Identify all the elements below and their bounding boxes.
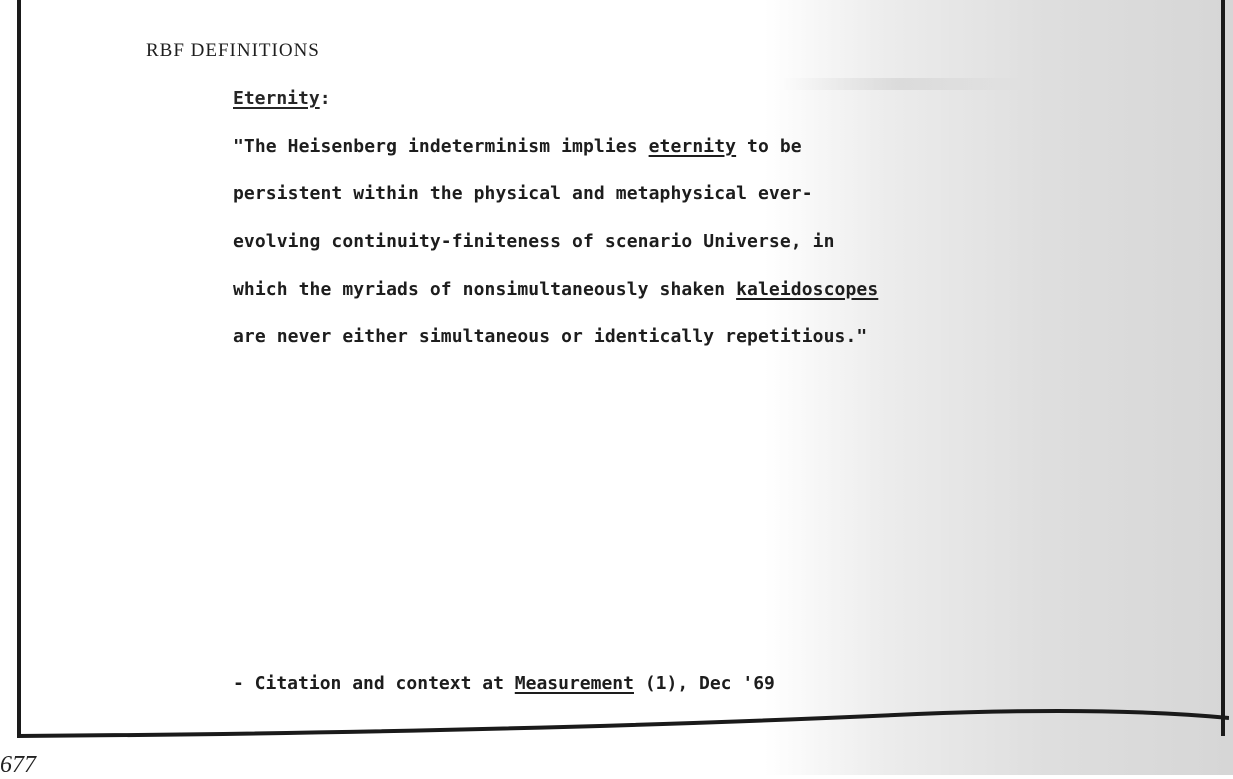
quote-text: evolving continuity-finiteness of scenario Universe, in bbox=[233, 231, 835, 252]
quote-line-1 bbox=[233, 136, 802, 157]
quote-underlined-word: kaleidoscopes bbox=[736, 279, 879, 300]
page-number: 677 bbox=[0, 752, 36, 778]
term-heading bbox=[233, 88, 331, 109]
card-bottom-border bbox=[17, 700, 1229, 740]
quote-text: are never either simultaneous or identically repetitious." bbox=[233, 326, 868, 347]
quote-line-5 bbox=[233, 326, 867, 347]
quote-text: which the myriads of nonsimultaneously shaken bbox=[233, 279, 737, 300]
quote-line-3 bbox=[233, 231, 835, 252]
citation-text: - Citation and context at bbox=[233, 673, 515, 694]
quote-line-4 bbox=[233, 279, 878, 300]
term-colon: : bbox=[319, 88, 331, 109]
quote-text: persistent within the physical and metaphysical ever- bbox=[233, 183, 813, 204]
citation-line bbox=[233, 673, 775, 694]
quote-underlined-word: eternity bbox=[648, 136, 737, 157]
quote-line-2 bbox=[233, 183, 813, 204]
quote-text: to be bbox=[736, 136, 802, 157]
citation-link[interactable]: Measurement bbox=[514, 673, 634, 694]
page-title: RBF DEFINITIONS bbox=[146, 40, 320, 61]
term-word: Eternity bbox=[233, 88, 320, 109]
definition-card bbox=[17, 0, 1225, 736]
quote-text: "The Heisenberg indeterminism implies bbox=[233, 136, 649, 157]
citation-date: (1), Dec '69 bbox=[633, 673, 775, 694]
